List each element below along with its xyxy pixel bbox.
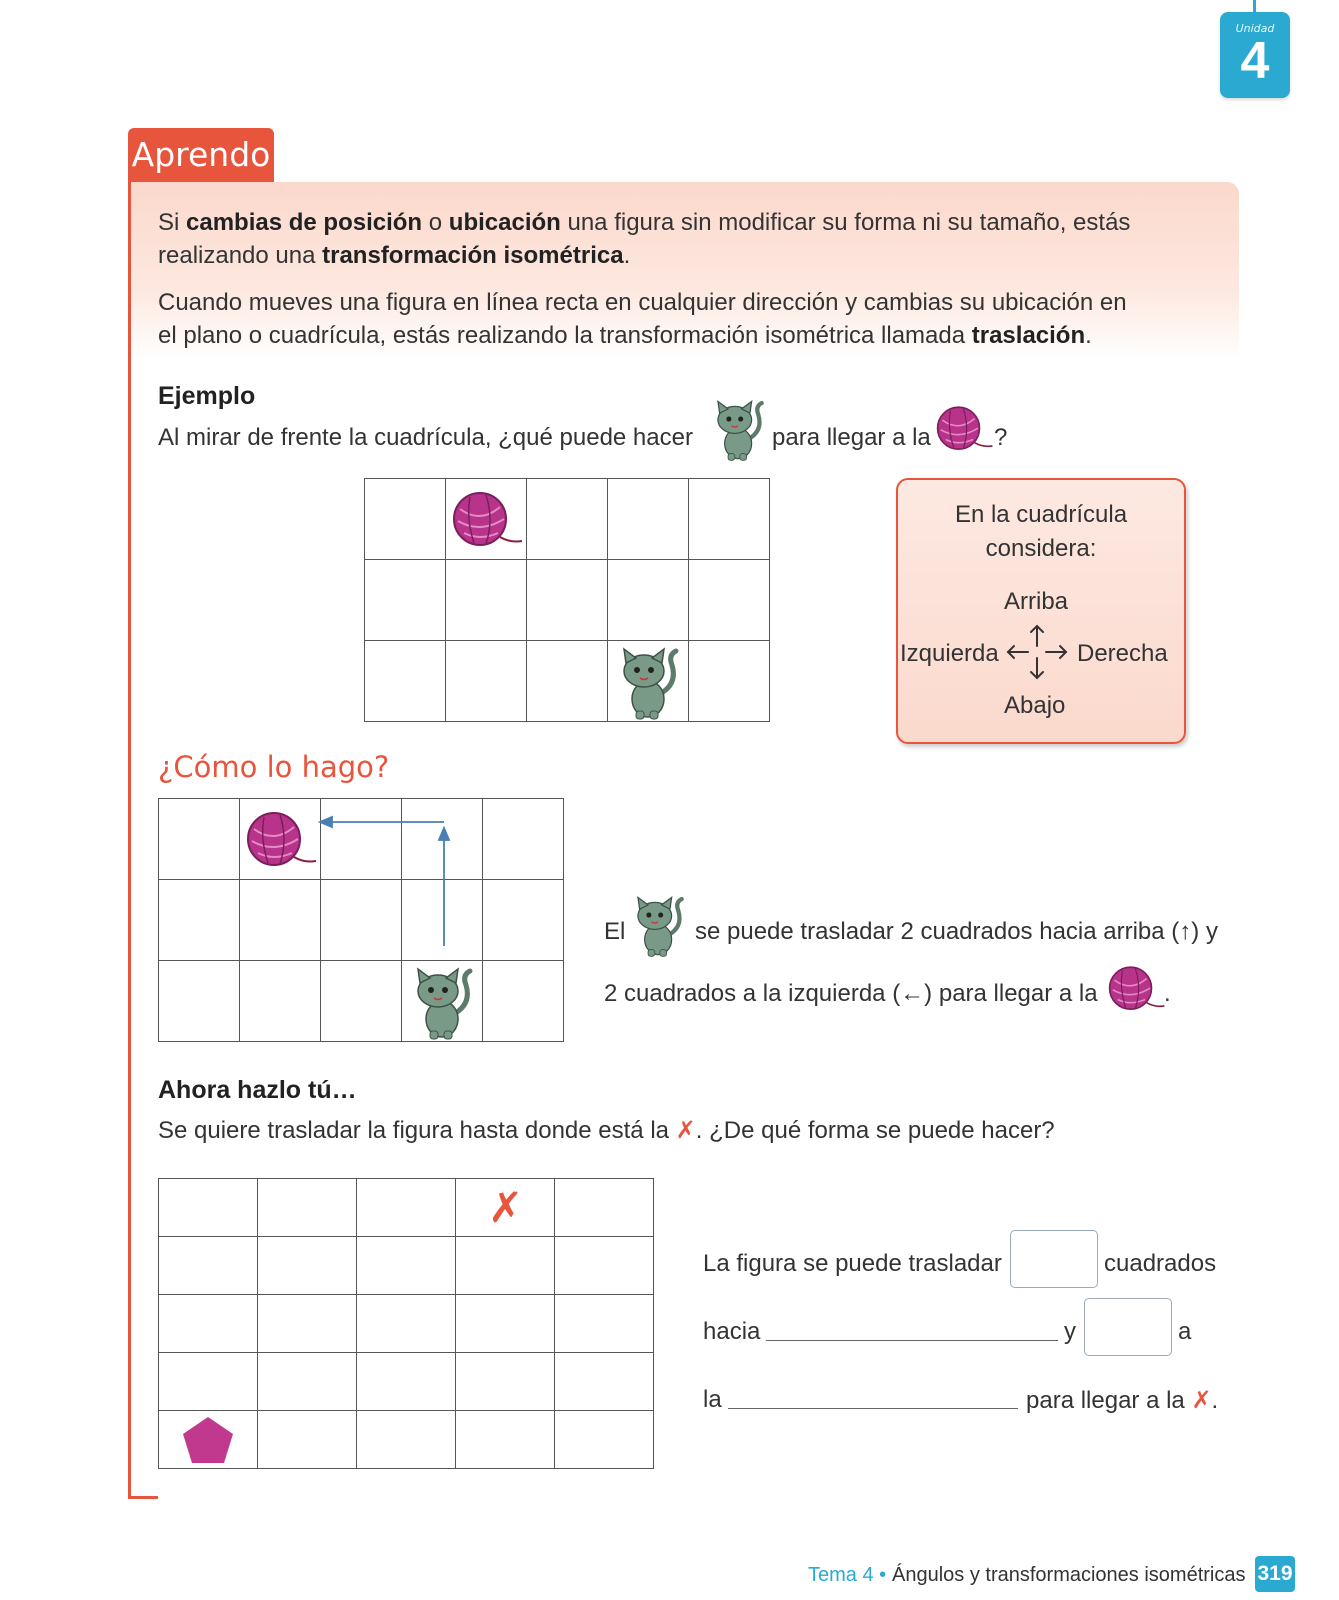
grid-cell bbox=[456, 1179, 555, 1237]
grid-cell bbox=[689, 641, 770, 722]
try-grid bbox=[158, 1178, 654, 1469]
grid-cell bbox=[357, 1411, 456, 1469]
cat-icon bbox=[628, 894, 690, 958]
consider-title: En la cuadrícula considera: bbox=[954, 501, 1128, 562]
x-mark-icon: ✗ bbox=[488, 1183, 524, 1232]
how-heading: ¿Cómo lo hago? bbox=[158, 750, 390, 784]
grid-cell bbox=[527, 560, 608, 641]
how-line2-end: . bbox=[1164, 980, 1171, 1007]
yarn-ball-icon bbox=[450, 489, 526, 551]
grid-cell bbox=[555, 1179, 654, 1237]
grid-cell bbox=[608, 560, 689, 641]
footer-topic: Tema 4 • bbox=[808, 1564, 887, 1586]
example-grid bbox=[364, 478, 770, 722]
yarn-ball-icon bbox=[1106, 964, 1168, 1014]
direction-left-label: Izquierda bbox=[900, 640, 999, 667]
grid-cell bbox=[555, 1353, 654, 1411]
intro-paragraph-2: Cuando mueves una figura en línea recta en cualquier dirección y cambias su ubicación en el plano o cuadrícula, estás realizando la transformación isométrica llamada traslación. bbox=[158, 289, 1127, 349]
example-question-mid: para llegar a la bbox=[772, 424, 931, 451]
page-number: 319 bbox=[1255, 1556, 1295, 1592]
grid-cell bbox=[608, 641, 689, 722]
section-title: Aprendo bbox=[128, 128, 274, 182]
answer-line3-start: la bbox=[703, 1386, 722, 1413]
how-line1-start: El bbox=[604, 918, 626, 945]
unit-tab bbox=[1220, 12, 1290, 98]
try-question: Se quiere trasladar la figura hasta donde está la ✗. ¿De qué forma se puede hacer? bbox=[158, 1116, 1055, 1144]
grid-cell bbox=[159, 1353, 258, 1411]
grid-cell bbox=[456, 1353, 555, 1411]
example-question-start: Al mirar de frente la cuadrícula, ¿qué puede hacer bbox=[158, 424, 693, 451]
cat-icon bbox=[614, 645, 684, 721]
grid-cell bbox=[258, 1411, 357, 1469]
direction-arrows-icon bbox=[1004, 622, 1070, 682]
grid-cell bbox=[159, 1411, 258, 1469]
grid-cell bbox=[357, 1353, 456, 1411]
grid-cell bbox=[555, 1411, 654, 1469]
intro-paragraph-1: Si cambias de posición o ubicación una figura sin modificar su forma ni su tamaño, estás realizando una transformación isométrica. bbox=[158, 209, 1131, 269]
direction-down-label: Abajo bbox=[1004, 692, 1066, 719]
grid-cell bbox=[608, 479, 689, 560]
grid-cell bbox=[555, 1295, 654, 1353]
grid-cell bbox=[689, 560, 770, 641]
direction-2-blank[interactable] bbox=[728, 1408, 1018, 1409]
frame-line bbox=[128, 180, 131, 1498]
grid-cell bbox=[456, 1295, 555, 1353]
answer-line1-start: La figura se puede trasladar bbox=[703, 1250, 1002, 1277]
grid-cell bbox=[446, 479, 527, 560]
unit-label: Unidad bbox=[1235, 22, 1275, 35]
answer-line3-end: para llegar a la ✗. bbox=[1026, 1386, 1219, 1414]
squares-up-input[interactable] bbox=[1010, 1230, 1098, 1288]
how-line1-end: se puede trasladar 2 cuadrados hacia arriba (↑) y bbox=[695, 918, 1218, 945]
unit-number: 4 bbox=[1240, 32, 1270, 90]
cat-icon bbox=[708, 398, 770, 462]
grid-cell bbox=[527, 479, 608, 560]
grid-cell bbox=[446, 641, 527, 722]
grid-cell bbox=[357, 1237, 456, 1295]
try-heading: Ahora hazlo tú… bbox=[158, 1076, 357, 1104]
grid-cell bbox=[555, 1237, 654, 1295]
grid-cell bbox=[365, 641, 446, 722]
grid-cell bbox=[258, 1237, 357, 1295]
footer-title: Ángulos y transformaciones isométricas bbox=[892, 1564, 1246, 1586]
direction-1-blank[interactable] bbox=[766, 1340, 1058, 1341]
grid-cell bbox=[365, 479, 446, 560]
grid-cell bbox=[365, 560, 446, 641]
how-line2-start: 2 cuadrados a la izquierda (←) para llegar a la bbox=[604, 980, 1098, 1007]
x-mark-icon: ✗ bbox=[1191, 1386, 1212, 1414]
grid-cell bbox=[159, 1179, 258, 1237]
direction-right-label: Derecha bbox=[1077, 640, 1168, 667]
example-heading: Ejemplo bbox=[158, 382, 256, 410]
answer-line2-and: y bbox=[1064, 1318, 1076, 1345]
pentagon-shape bbox=[181, 1415, 235, 1465]
grid-cell bbox=[159, 1295, 258, 1353]
answer-line1-end: cuadrados bbox=[1104, 1250, 1217, 1277]
grid-cell bbox=[258, 1353, 357, 1411]
grid-cell bbox=[446, 560, 527, 641]
direction-up-label: Arriba bbox=[1004, 588, 1069, 615]
grid-cell bbox=[527, 641, 608, 722]
grid-cell bbox=[357, 1295, 456, 1353]
grid-cell bbox=[456, 1237, 555, 1295]
answer-line2-start: hacia bbox=[703, 1318, 761, 1345]
grid-cell bbox=[357, 1179, 456, 1237]
grid-cell bbox=[258, 1295, 357, 1353]
answer-line2-end: a bbox=[1178, 1318, 1192, 1345]
grid-cell bbox=[456, 1411, 555, 1469]
squares-side-input[interactable] bbox=[1084, 1298, 1172, 1356]
x-mark-icon: ✗ bbox=[675, 1116, 696, 1144]
grid-cell bbox=[159, 1237, 258, 1295]
frame-bottom bbox=[128, 1496, 158, 1499]
translation-arrows bbox=[158, 798, 570, 1044]
example-question-end: ? bbox=[994, 424, 1008, 451]
grid-cell bbox=[689, 479, 770, 560]
yarn-ball-icon bbox=[934, 404, 996, 454]
grid-cell bbox=[258, 1179, 357, 1237]
